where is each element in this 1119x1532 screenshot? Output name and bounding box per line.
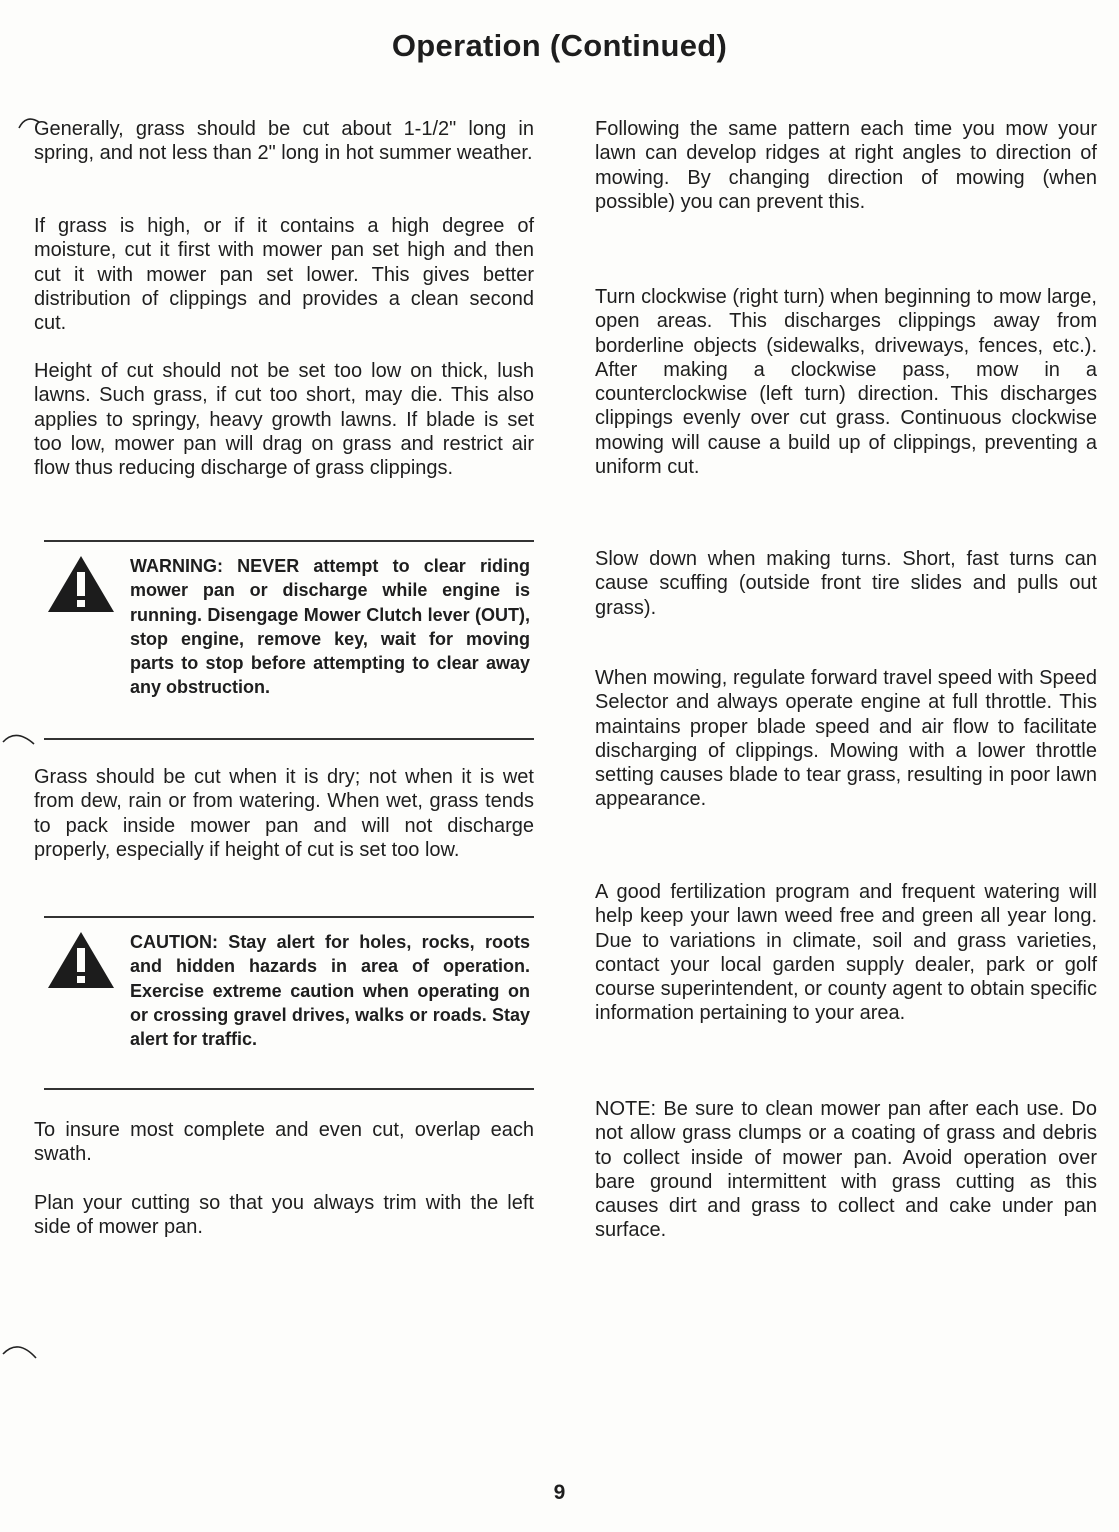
caution-box	[44, 916, 534, 1090]
page-number: 9	[553, 1481, 566, 1504]
paragraph-dry-grass: Grass should be cut when it is dry; not when it is wet from dew, rain or from watering. When wet, grass tends to pack inside mower pan and will not discharge properly, especially if height of cut is set too low.	[34, 766, 534, 861]
warning-triangle-icon	[46, 554, 116, 614]
paragraph-clockwise: Turn clockwise (right turn) when beginning to mow large, open areas. This discharges clippings away from borderline objects (sidewalks, driveways, fences, etc.). After making a clockwise pass, mow in a counterclockwise (left turn) direction. This discharges clippings evenly over cut grass. Continuous clockwise mowing will cause a build up of clippings, preventing a uniform cut.	[595, 286, 1097, 479]
paragraph-height-of-cut: Height of cut should not be set too low on thick, lush lawns. Such grass, if cut too short, may die. This also applies to springy, heavy growth lawns. If blade is set too low, mower pan will drag on grass and restrict air flow thus reducing discharge of grass clippings.	[34, 360, 534, 480]
margin-mark	[2, 728, 36, 748]
paragraph-note-clean: NOTE: Be sure to clean mower pan after each use. Do not allow grass clumps or a coating of grass and debris to collect inside of mower pan. Avoid operation over bare ground intermittent with grass cutting as this causes dirt and grass to collect and cake under pan surface.	[595, 1098, 1097, 1242]
paragraph-grass-length: Generally, grass should be cut about 1-1/2" long in spring, and not less than 2" long in hot summer weather.	[34, 118, 534, 165]
paragraph-trim-left: Plan your cutting so that you always trim with the left side of mower pan.	[34, 1192, 534, 1239]
paragraph-mowing-pattern: Following the same pattern each time you mow your lawn can develop ridges at right angles to direction of mowing. By changing direction of mowing (when possible) you can prevent this.	[595, 118, 1097, 213]
paragraph-fertilization: A good fertilization program and frequent watering will help keep your lawn weed free and green all year long. Due to variations in climate, soil and grass varieties, contact your local garden supply dealer, park or golf course superintendent, or county agent to obtain specific information pertaining to your area.	[595, 881, 1097, 1025]
paragraph-overlap: To insure most complete and even cut, overlap each swath.	[34, 1119, 534, 1166]
paragraph-high-grass: If grass is high, or if it contains a high degree of moisture, cut it first with mower pan set high and then cut it with mower pan set lower. This gives better distribution of clippings and provides a clean second cut.	[34, 215, 534, 335]
paragraph-speed-selector: When mowing, regulate forward travel speed with Speed Selector and always operate engine at full throttle. This maintains proper blade speed and air flow to facilitate discharging of clippings. Mowing with a lower throttle setting causes blade to tear grass, resulting in poor lawn appearance.	[595, 667, 1097, 811]
margin-mark	[2, 1338, 38, 1360]
caution-text: CAUTION: Stay alert for holes, rocks, roots and hidden hazards in area of operation. Exercise extreme caution when operating on or crossing gravel drives, walks or roads. Stay alert for traffic.	[130, 932, 530, 1050]
caution-triangle-icon	[46, 930, 116, 990]
right-column	[595, 0, 1097, 1532]
paragraph-slow-down: Slow down when making turns. Short, fast turns can cause scuffing (outside front tire slides and pulls out grass).	[595, 548, 1097, 619]
warning-text: WARNING: NEVER attempt to clear riding mower pan or discharge while engine is running. Disengage Mower Clutch lever (OUT), stop engine, remove key, wait for moving parts to stop before attempting to clear away any obstruction.	[130, 556, 530, 698]
left-column	[34, 0, 534, 1532]
page-title: Operation (Continued)	[391, 28, 728, 63]
warning-box	[44, 540, 534, 740]
